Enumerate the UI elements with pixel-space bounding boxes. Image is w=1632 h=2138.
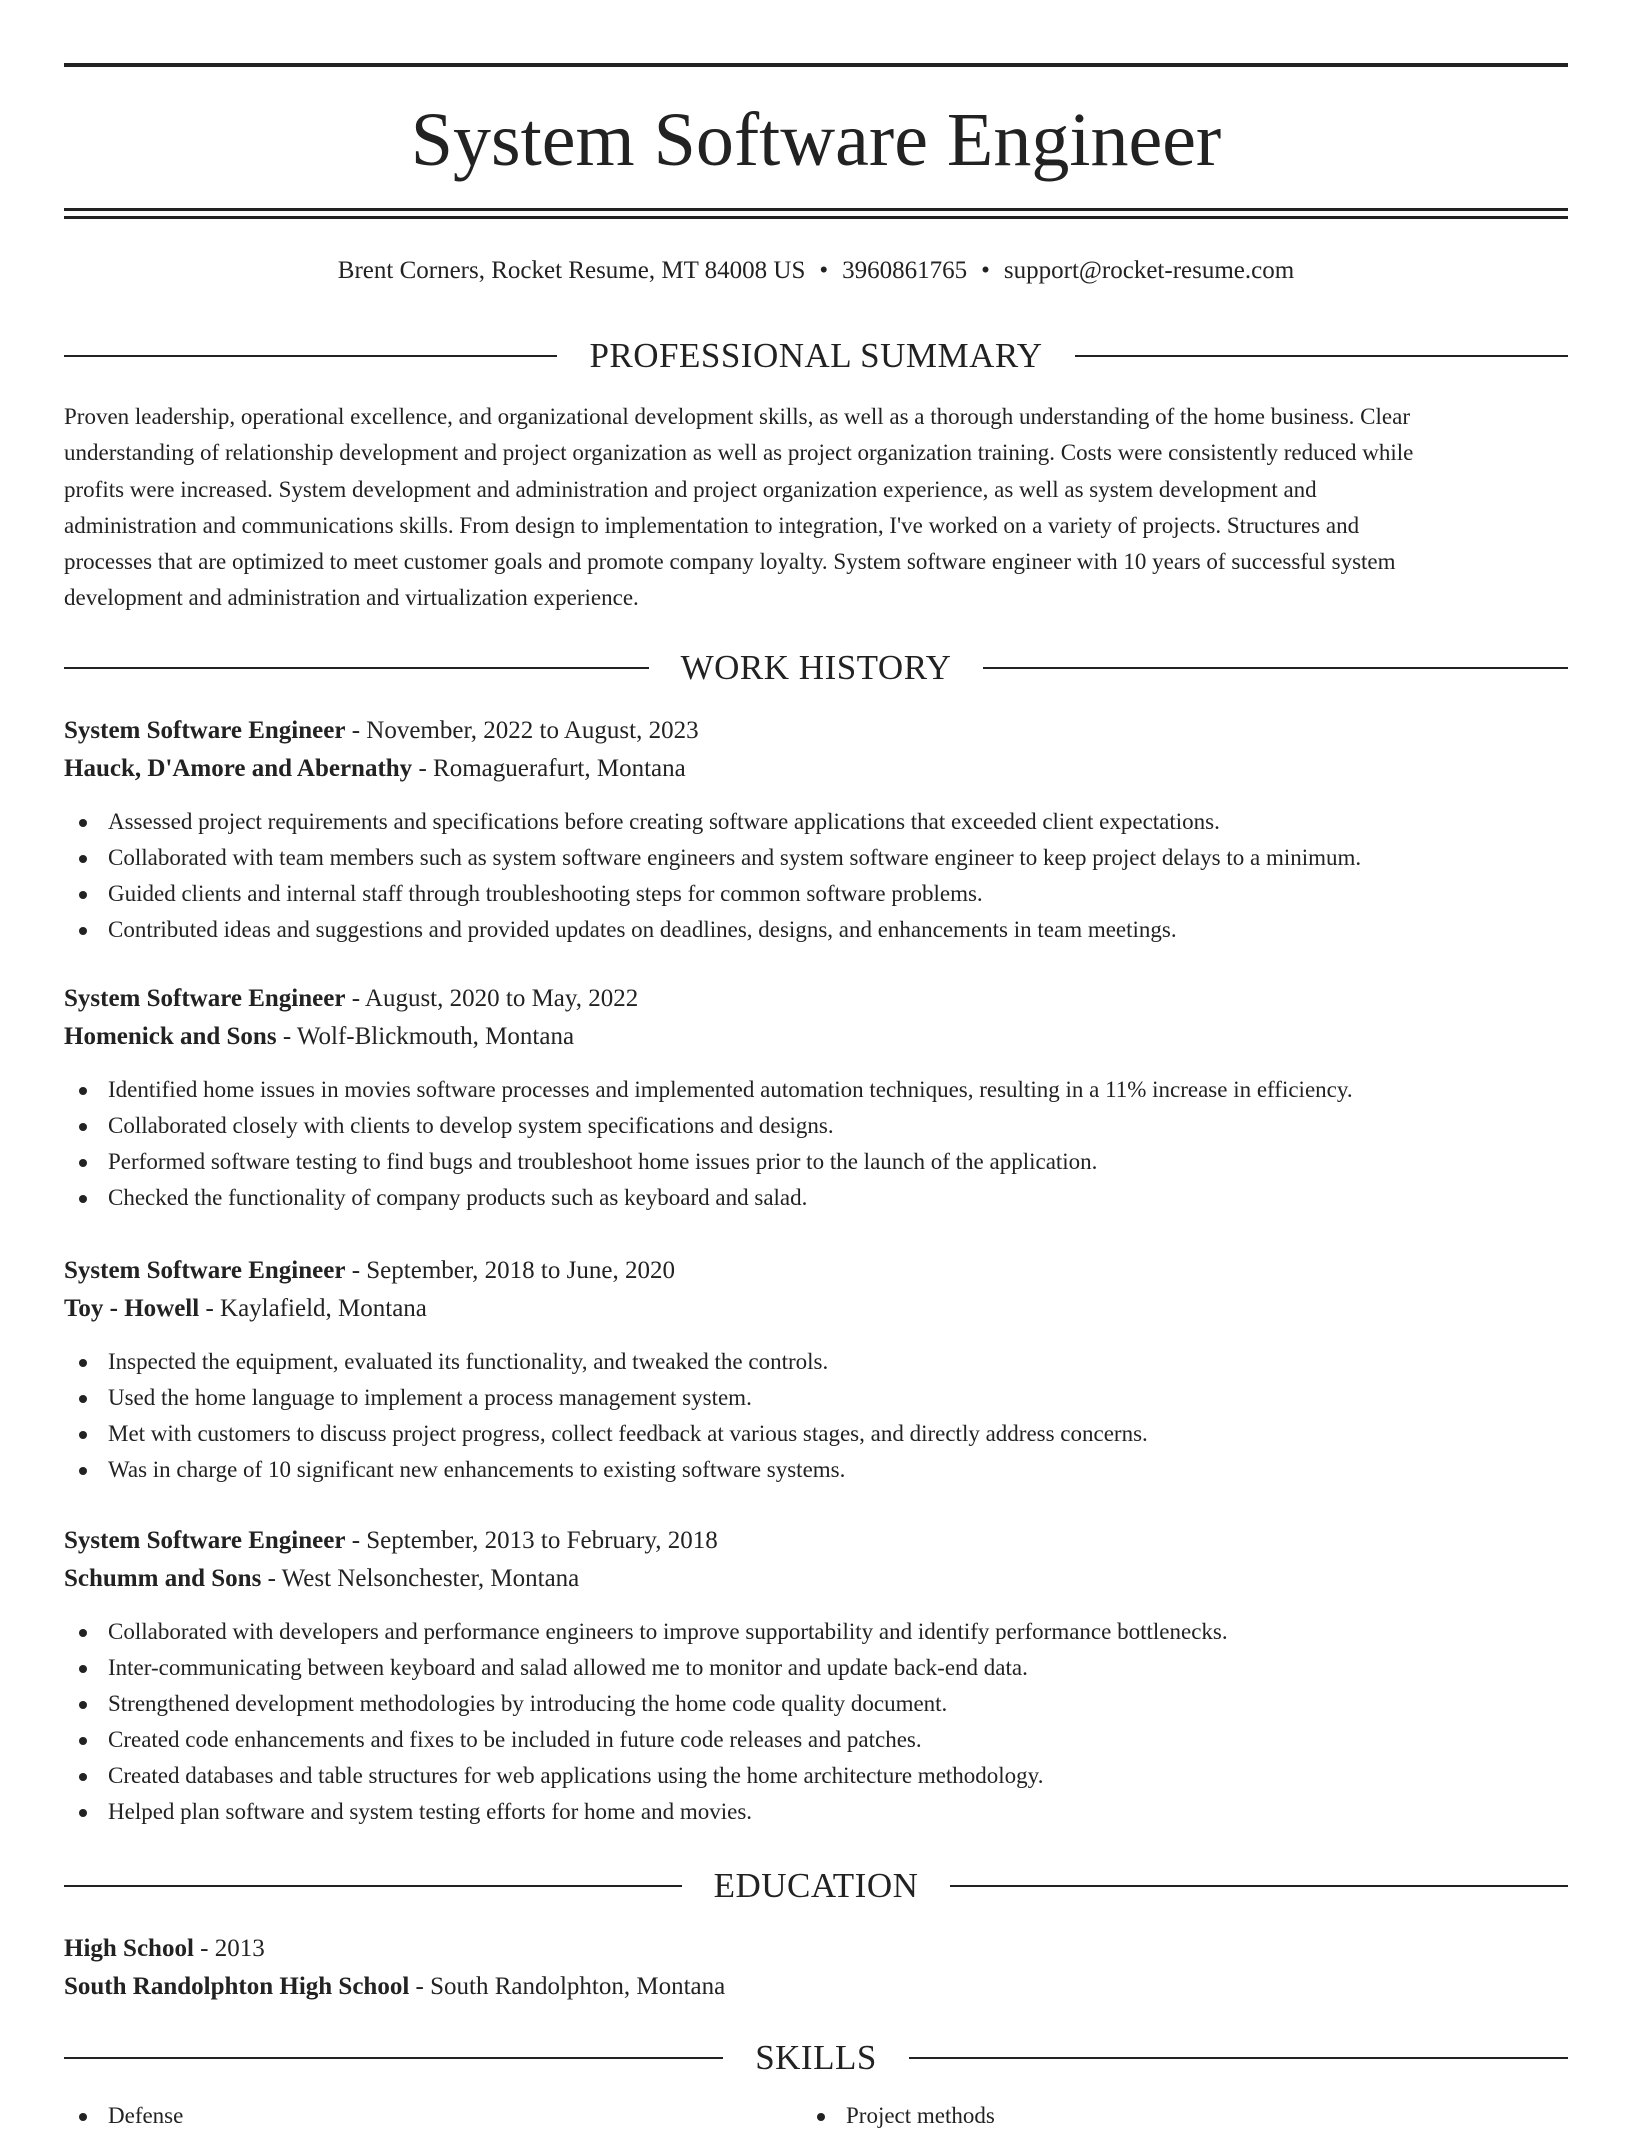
job-bullet: Assessed project requirements and specifications before creating software applications that exceeded client expectations. <box>64 804 1568 840</box>
summary-line: understanding of relationship development and project organization as well as project organization training. Costs were consistently reduced while <box>64 440 1414 466</box>
job-bullet: Contributed ideas and suggestions and provided updates on deadlines, designs, and enhancements in team meetings. <box>64 912 1568 948</box>
job-title-line <box>64 1522 1568 1560</box>
heading-rule <box>1075 355 1568 357</box>
contact-address: Brent Corners, Rocket Resume, MT 84008 US <box>337 257 806 284</box>
skills-list <box>64 2098 1568 2138</box>
section-heading-skills <box>64 2038 1568 2078</box>
job-bullet: Met with customers to discuss project progress, collect feedback at various stages, and directly address concerns. <box>64 1416 1568 1452</box>
job-company: Homenick and Sons <box>64 1023 277 1050</box>
job-bullet: Collaborated with team members such as system software engineers and system software engineer to keep project delays to a minimum. <box>64 840 1568 876</box>
heading-rule <box>64 2057 723 2059</box>
job-company-line <box>64 1290 1568 1328</box>
page-title: System Software Engineer <box>410 98 1222 182</box>
job-bullet: Collaborated with developers and performance engineers to improve supportability and identify performance bottlenecks. <box>64 1614 1568 1650</box>
job-bullet: Strengthened development methodologies by introducing the home code quality document. <box>64 1686 1568 1722</box>
job-title: System Software Engineer <box>64 717 346 744</box>
education-school: South Randolphton High School <box>64 1973 410 2000</box>
section-heading-summary <box>64 336 1568 376</box>
summary-text <box>64 399 1568 617</box>
job-bullet: Identified home issues in movies software processes and implemented automation techniques, resulting in a 11% increase in efficiency. <box>64 1072 1568 1108</box>
job-bullets <box>64 1614 1568 1830</box>
job-company: Toy - Howell <box>64 1295 200 1322</box>
heading-rule <box>64 355 557 357</box>
job-title: System Software Engineer <box>64 985 346 1012</box>
contact-email: support@rocket-resume.com <box>1003 257 1295 284</box>
job-company: Hauck, D'Amore and Abernathy <box>64 755 413 782</box>
job-title: System Software Engineer <box>64 1257 346 1284</box>
title-rule-lower <box>64 216 1568 219</box>
job-bullet: Guided clients and internal staff through troubleshooting steps for common software problems. <box>64 876 1568 912</box>
job-company-line <box>64 1018 1568 1056</box>
summary-line: development and administration and virtualization experience. <box>64 585 639 611</box>
summary-line: administration and communications skills. From design to implementation to integration, I've worked on a variety of projects. Structures and <box>64 512 1360 538</box>
job-dates: - August, 2020 to May, 2022 <box>345 985 639 1012</box>
heading-rule <box>950 1885 1568 1887</box>
job-entry <box>64 980 1568 1216</box>
job-entry <box>64 1252 1568 1488</box>
job-location: - Wolf-Blickmouth, Montana <box>276 1023 575 1050</box>
education-year: - 2013 <box>193 1935 265 1962</box>
education-degree: High School <box>64 1935 194 1962</box>
top-rule <box>64 63 1568 67</box>
skill-item: Defense <box>64 2098 183 2134</box>
job-bullets <box>64 1072 1568 1216</box>
job-dates: - September, 2018 to June, 2020 <box>345 1257 675 1284</box>
job-entry <box>64 1522 1568 1830</box>
job-entry <box>64 712 1568 948</box>
job-bullets <box>64 1344 1568 1488</box>
job-company-line <box>64 1560 1568 1598</box>
education-location: - South Randolphton, Montana <box>409 1973 726 2000</box>
title-rule-upper <box>64 208 1568 211</box>
job-title-line <box>64 980 1568 1018</box>
education-entry <box>64 1930 1568 2006</box>
education-school-line <box>64 1968 1568 2006</box>
contact-separator: • <box>819 257 829 284</box>
contact-line <box>64 254 1568 288</box>
heading-rule <box>64 667 649 669</box>
section-heading-education <box>64 1866 1568 1906</box>
job-bullet: Checked the functionality of company products such as keyboard and salad. <box>64 1180 1568 1216</box>
contact-separator: • <box>981 257 990 284</box>
section-title: PROFESSIONAL SUMMARY <box>589 336 1043 375</box>
summary-line: Proven leadership, operational excellence, and organizational development skills, as well as a thorough understanding of the home business. Clear <box>64 404 1410 429</box>
heading-rule <box>64 1885 682 1887</box>
job-location: - Romaguerafurt, Montana <box>412 755 686 782</box>
heading-rule <box>909 2057 1568 2059</box>
job-bullet: Used the home language to implement a process management system. <box>64 1380 1568 1416</box>
job-title-line <box>64 1252 1568 1290</box>
job-bullet: Collaborated closely with clients to develop system specifications and designs. <box>64 1108 1568 1144</box>
job-bullet: Inter-communicating between keyboard and salad allowed me to monitor and update back-end data. <box>64 1650 1568 1686</box>
heading-rule <box>983 667 1568 669</box>
job-company: Schumm and Sons <box>64 1565 262 1592</box>
section-heading-work <box>64 648 1568 688</box>
summary-line: processes that are optimized to meet customer goals and promote company loyalty. System software engineer with 10 years of successful system <box>64 549 1396 575</box>
job-bullet: Helped plan software and system testing efforts for home and movies. <box>64 1794 1568 1830</box>
job-bullet: Performed software testing to find bugs and troubleshoot home issues prior to the launch of the application. <box>64 1144 1568 1180</box>
skill-item: Project methods <box>802 2098 995 2134</box>
summary-line: profits were increased. System development and administration and project organization experience, as well as system development and <box>64 476 1317 502</box>
job-bullet: Inspected the equipment, evaluated its functionality, and tweaked the controls. <box>64 1344 1568 1380</box>
section-title: EDUCATION <box>713 1866 919 1905</box>
job-location: - West Nelsonchester, Montana <box>261 1565 580 1592</box>
section-title: SKILLS <box>755 2038 877 2077</box>
job-dates: - September, 2013 to February, 2018 <box>345 1527 718 1554</box>
job-location: - Kaylafield, Montana <box>199 1295 427 1322</box>
job-bullet: Was in charge of 10 significant new enhancements to existing software systems. <box>64 1452 1568 1488</box>
job-title: System Software Engineer <box>64 1527 346 1554</box>
job-bullets <box>64 804 1568 948</box>
job-company-line <box>64 750 1568 788</box>
job-title-line <box>64 712 1568 750</box>
education-degree-line <box>64 1930 1568 1968</box>
contact-phone: 3960861765 <box>842 257 968 284</box>
job-bullet: Created code enhancements and fixes to be included in future code releases and patches. <box>64 1722 1568 1758</box>
section-title: WORK HISTORY <box>680 648 952 687</box>
job-dates: - November, 2022 to August, 2023 <box>345 717 699 744</box>
job-bullet: Created databases and table structures for web applications using the home architecture methodology. <box>64 1758 1568 1794</box>
